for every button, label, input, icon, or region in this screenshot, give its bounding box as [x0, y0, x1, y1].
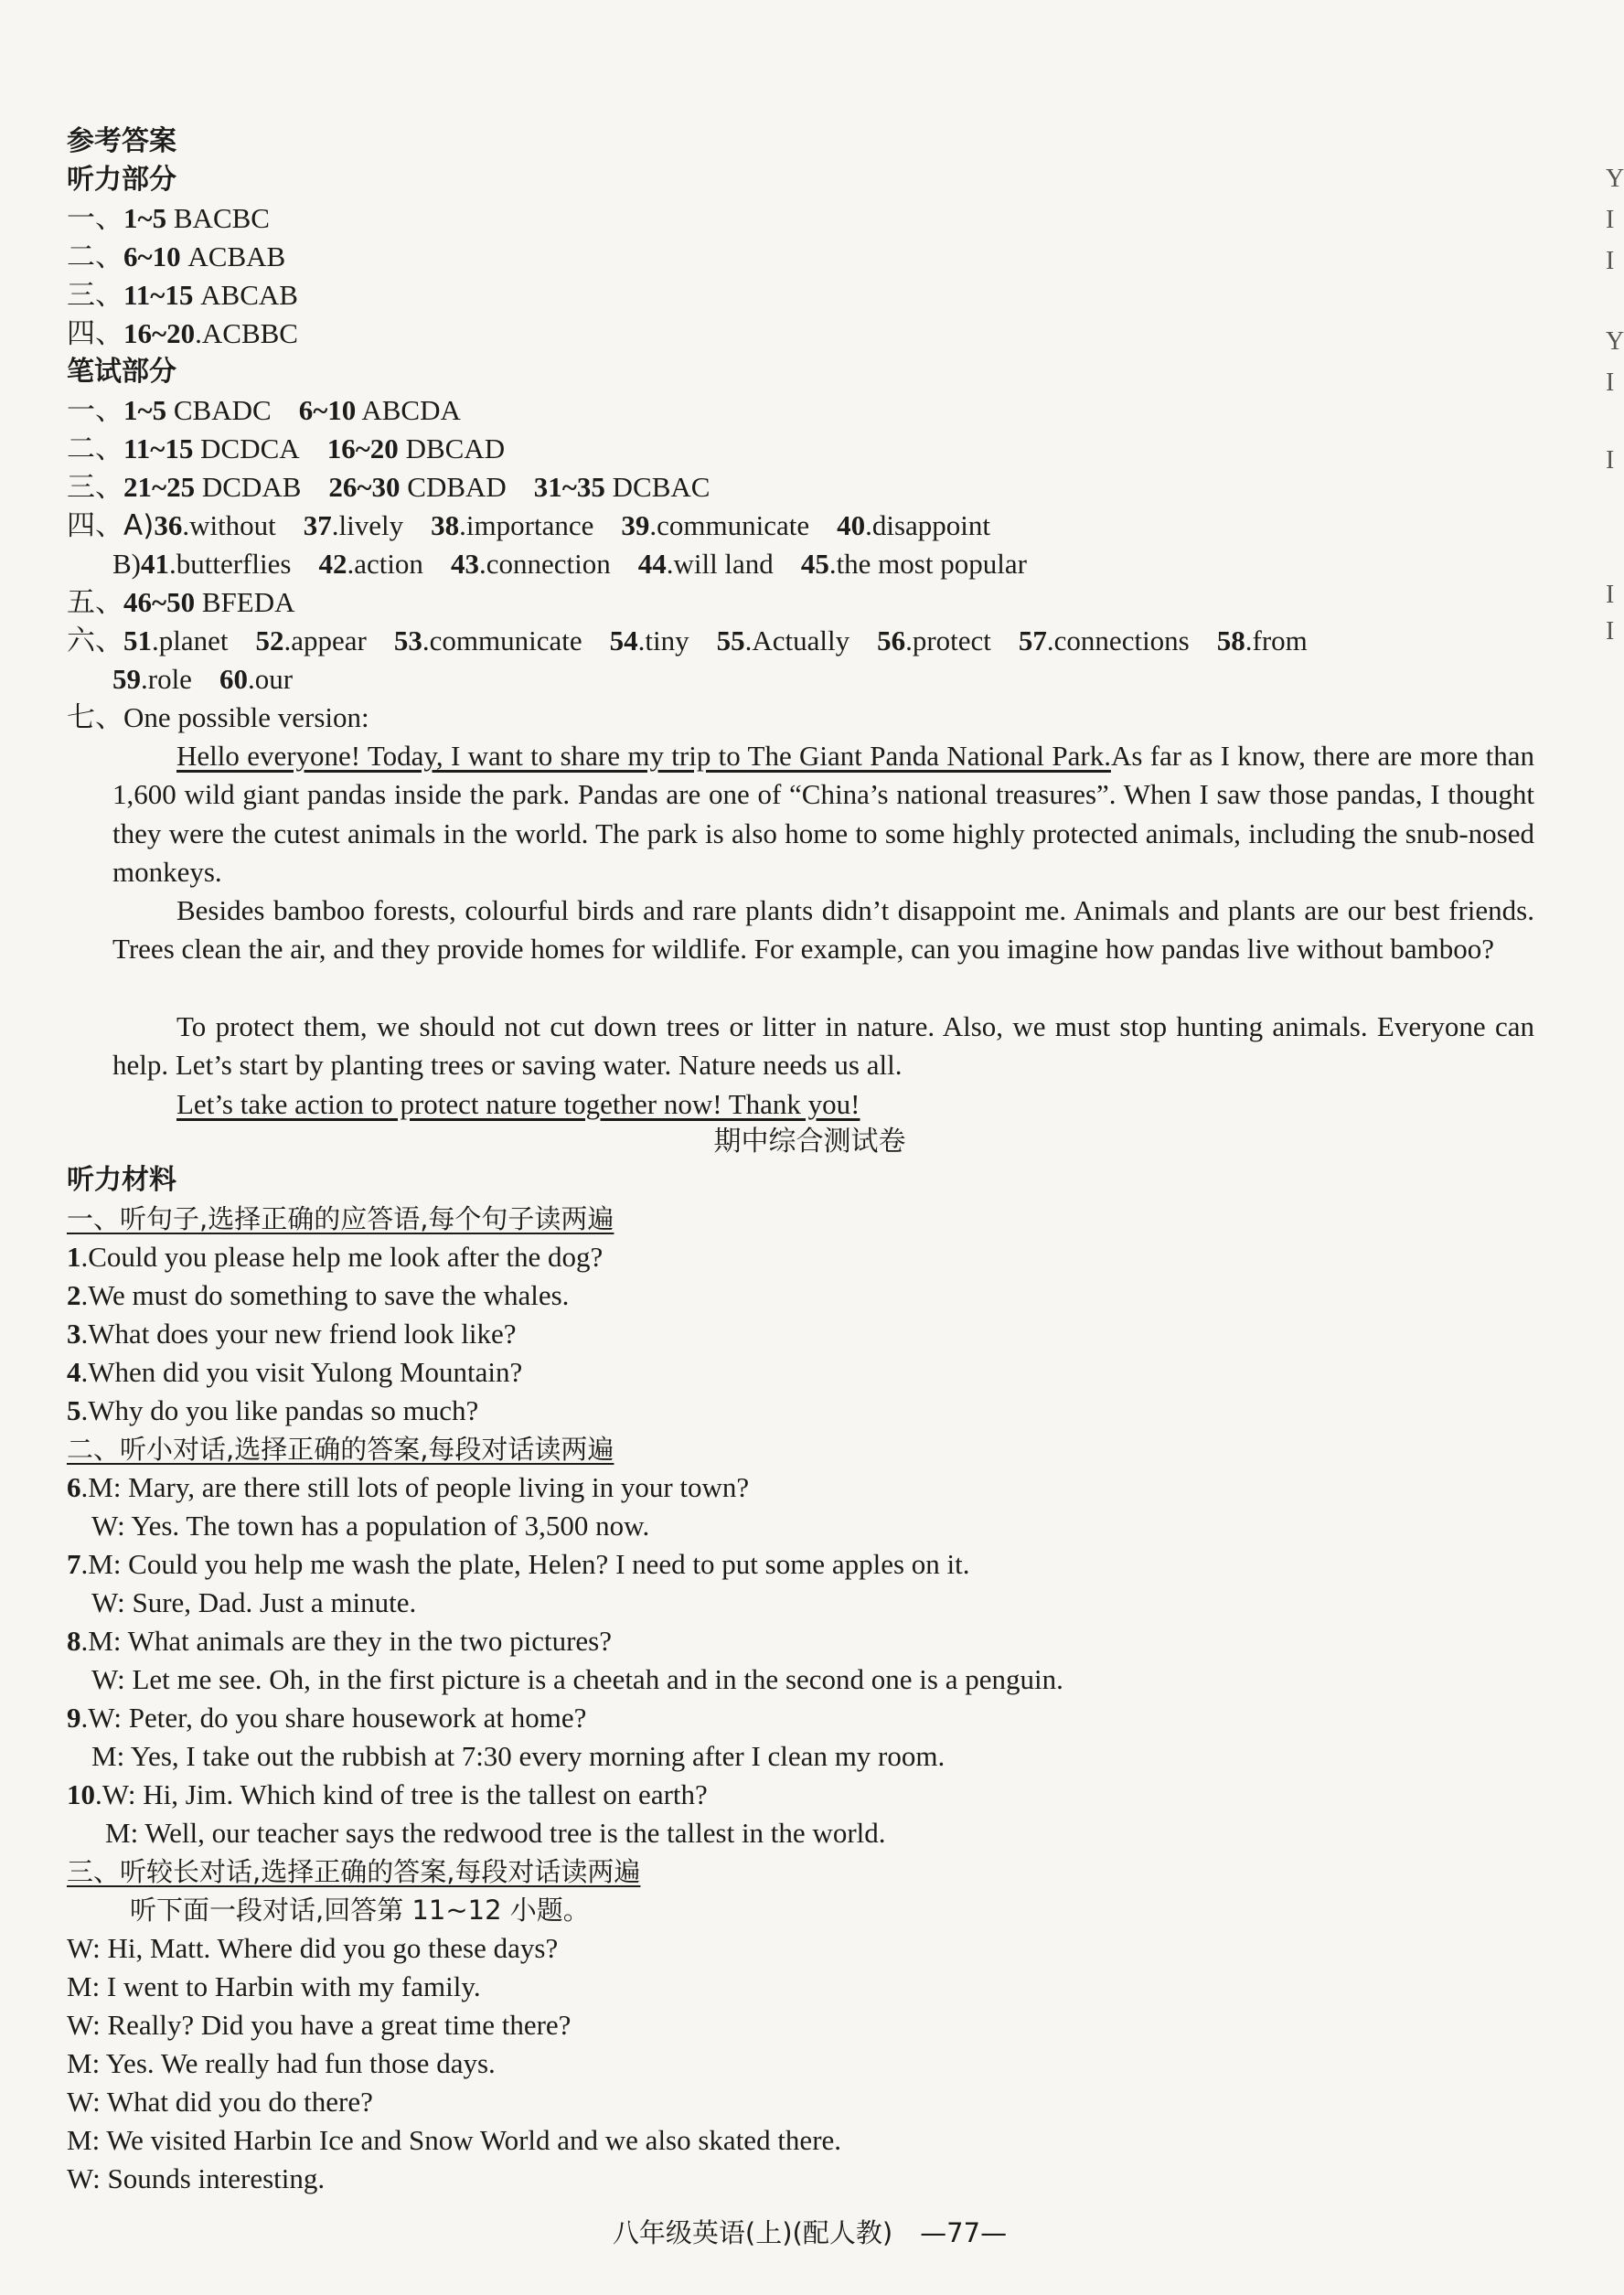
- dialogue-line: 10.W: Hi, Jim. Which kind of tree is the tallest on earth?: [67, 1778, 708, 1810]
- answers-title: 参考答案: [67, 125, 176, 157]
- written-answer-row: 二、11~15 DCDCA 16~20 DBCAD: [67, 432, 506, 465]
- section-title: 期中综合测试卷: [713, 1126, 906, 1158]
- dialogue-line: W: Sounds interesting.: [67, 2162, 326, 2194]
- dialogue-line: W: What did you do there?: [67, 2086, 373, 2118]
- edge-mark: I: [1606, 617, 1615, 646]
- book-title: 八年级英语(上)(配人教): [612, 2217, 893, 2248]
- listening-answer-row: 一、1~5 BACBC: [67, 202, 270, 235]
- written-answer-row: 四、A)36.without 37.lively 38.importance 39.communicate 40.disappoint: [67, 509, 991, 542]
- page-footer: [0, 2213, 1619, 2250]
- dialogue-line: M: We visited Harbin Ice and Snow World and we also skated there.: [67, 2124, 842, 2156]
- list-item: 1.Could you please help me look after the dog?: [67, 1241, 604, 1273]
- edge-mark: I: [1606, 206, 1615, 234]
- edge-mark: I: [1606, 247, 1615, 275]
- part-title: 一、听句子,选择正确的应答语,每个句子读两遍: [67, 1203, 614, 1234]
- part-intro: 听下面一段对话,回答第 11~12 小题。: [130, 1895, 590, 1926]
- list-item: 3.What does your new friend look like?: [67, 1318, 517, 1350]
- written-answer-row: 三、21~25 DCDAB 26~30 CDBAD 31~35 DCBAC: [67, 471, 710, 504]
- dialogue-line: M: Yes, I take out the rubbish at 7:30 every morning after I clean my room.: [91, 1740, 946, 1772]
- essay-paragraph: Hello everyone! Today, I want to share my trip to The Giant Panda National Park.As far as I know, there are more than 1,600 wild giant pandas inside the park. Pandas are one of “China’s national treasures”. When I saw those pandas, I thought they were the cutest animals in the world. The park is also home to some highly protected animals, including the snub-nosed monkeys.: [112, 740, 1535, 888]
- written-answer-row: 五、46~50 BFEDA: [67, 586, 295, 619]
- list-item: 5.Why do you like pandas so much?: [67, 1394, 479, 1426]
- essay-label: 七、One possible version:: [67, 701, 369, 733]
- listening-answers-title: 听力部分: [67, 164, 176, 196]
- dialogue-line: W: Sure, Dad. Just a minute.: [91, 1586, 417, 1618]
- part-title: 二、听小对话,选择正确的答案,每段对话读两遍: [67, 1434, 614, 1465]
- essay-paragraph: Besides bamboo forests, colourful birds and rare plants didn’t disappoint me. Animals and plants are our best friends. Trees clean the air, and they provide homes for wildlife. For example, can you imagine how pandas live without bamboo?: [112, 894, 1534, 966]
- edge-mark: I: [1606, 581, 1615, 609]
- dialogue-line: W: Hi, Matt. Where did you go these days?: [67, 1932, 559, 1964]
- written-answer-row: 59.role 60.our: [112, 663, 294, 695]
- edge-mark: I: [1606, 368, 1615, 397]
- page-number: —77—: [920, 2217, 1008, 2248]
- written-answers-title: 笔试部分: [67, 356, 176, 388]
- dialogue-line: M: I went to Harbin with my family.: [67, 1970, 481, 2002]
- edge-mark: I: [1606, 446, 1615, 475]
- written-answer-row: 六、51.planet 52.appear 53.communicate 54.tiny 55.Actually 56.protect 57.connections 58.from: [67, 624, 1308, 657]
- listening-answer-row: 二、6~10 ACBAB: [67, 240, 286, 273]
- dialogue-line: M: Yes. We really had fun those days.: [67, 2047, 496, 2079]
- edge-mark: Y: [1606, 165, 1624, 193]
- dialogue-line: 6.M: Mary, are there still lots of people living in your town?: [67, 1471, 750, 1503]
- dialogue-line: W: Yes. The town has a population of 3,500 now.: [91, 1510, 650, 1542]
- dialogue-line: M: Well, our teacher says the redwood tree is the tallest in the world.: [105, 1817, 886, 1849]
- dialogue-line: 8.M: What animals are they in the two pictures?: [67, 1625, 613, 1657]
- list-item: 4.When did you visit Yulong Mountain?: [67, 1356, 523, 1388]
- essay-paragraph: To protect them, we should not cut down trees or litter in nature. Also, we must stop hunting animals. Everyone can help. Let’s start by planting trees or saving water. Nature needs us all.: [112, 1010, 1534, 1082]
- dialogue-line: W: Let me see. Oh, in the first picture is a cheetah and in the second one is a penguin.: [91, 1663, 1063, 1695]
- dialogue-line: 7.M: Could you help me wash the plate, Helen? I need to put some apples on it.: [67, 1548, 970, 1580]
- listening-answer-row: 三、11~15 ABCAB: [67, 279, 298, 312]
- part-title: 三、听较长对话,选择正确的答案,每段对话读两遍: [67, 1856, 641, 1887]
- written-answer-row: 一、1~5 CBADC 6~10 ABCDA: [67, 394, 461, 427]
- list-item: 2.We must do something to save the whales.: [67, 1279, 570, 1311]
- written-answer-row: B)41.butterflies 42.action 43.connection 44.will land 45.the most popular: [112, 548, 1027, 580]
- materials-title: 听力材料: [67, 1164, 176, 1196]
- dialogue-line: 9.W: Peter, do you share housework at home?: [67, 1702, 587, 1734]
- essay-paragraph: Let’s take action to protect nature together now! Thank you!: [176, 1088, 860, 1120]
- edge-mark: Y: [1606, 327, 1624, 356]
- listening-answer-row: 四、16~20.ACBBC: [67, 317, 298, 350]
- dialogue-line: W: Really? Did you have a great time there?: [67, 2009, 572, 2041]
